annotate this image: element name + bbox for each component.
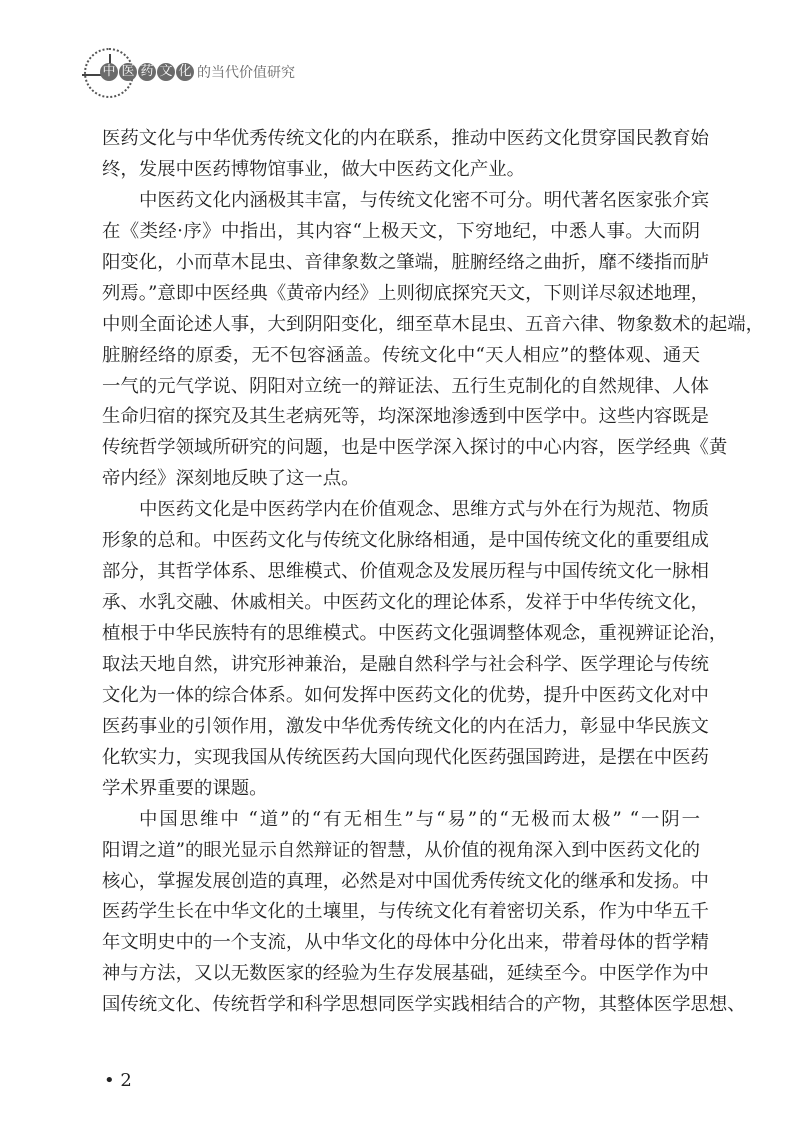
body-text bbox=[102, 124, 765, 1021]
text-line: 神与方法，又以无数医家的经验为生存发展基础，延续至今。中医学作为中 bbox=[102, 963, 709, 985]
text-line: 形象的总和。中医药文化与传统文化脉络相通，是中国传统文化的重要组成 bbox=[102, 530, 709, 552]
text-line: 生命归宿的探究及其生老病死等，均深深地渗透到中医学中。这些内容既是 bbox=[102, 406, 709, 428]
text-line: 中则全面论述人事，大到阴阳变化，细至草木昆虫、五音六律、物象数术的起端， bbox=[102, 313, 765, 335]
paragraph bbox=[102, 124, 709, 186]
text-line: 传统哲学领域所研究的问题，也是中医学深入探讨的中心内容，医学经典《黄 bbox=[102, 437, 728, 459]
paragraph bbox=[102, 186, 765, 495]
text-line: 一气的元气学说、阴阳对立统一的辩证法、五行生克制化的自然规律、人体 bbox=[102, 375, 709, 397]
running-header bbox=[84, 48, 384, 98]
text-line: 中国思维中 “道”的“有无相生”与“易”的“无极而太极” “一阴一 bbox=[139, 808, 700, 830]
text-line: 化软实力，实现我国从传统医药大国向现代化医药强国跨进，是摆在中医药 bbox=[102, 746, 709, 768]
title-char: 中 bbox=[100, 63, 118, 81]
text-line: 阳变化，小而草木昆虫、音律象数之肇端，脏腑经络之曲折，靡不缕指而胪 bbox=[102, 251, 709, 273]
text-line: 列焉。”意即中医经典《黄帝内经》上则彻底探究天文，下则详尽叙述地理， bbox=[102, 282, 710, 304]
text-line: 承、水乳交融、休戚相关。中医药文化的理论体系，发祥于中华传统文化， bbox=[102, 592, 709, 614]
text-line: 医药事业的引领作用，激发中华优秀传统文化的内在活力，彰显中华民族文 bbox=[102, 715, 709, 737]
book-title bbox=[100, 62, 295, 82]
text-line: 在《类经·序》中指出，其内容“上极天文，下穷地纪，中悉人事。大而阴 bbox=[102, 220, 700, 242]
text-line: 医药文化与中华优秀传统文化的内在联系，推动中医药文化贯穿国民教育始 bbox=[102, 128, 709, 149]
title-char: 化 bbox=[176, 63, 194, 81]
text-line: 植根于中华民族特有的思维模式。中医药文化强调整体观念，重视辨证论治， bbox=[102, 623, 728, 644]
text-line: 脏腑经络的原委，无不包容涵盖。传统文化中“天人相应”的整体观、通天 bbox=[102, 344, 700, 366]
title-char: 药 bbox=[138, 63, 156, 81]
page-number: • 2 bbox=[104, 1070, 132, 1091]
text-line: 取法天地自然，讲究形神兼治，是融自然科学与社会科学、医学理论与传统 bbox=[102, 653, 709, 675]
title-rest: 的当代价值研究 bbox=[197, 65, 295, 81]
text-line: 文化为一体的综合体系。如何发挥中医药文化的优势，提升中医药文化对中 bbox=[102, 684, 709, 706]
text-line: 国传统文化、传统哲学和科学思想同医学实践相结合的产物，其整体医学思想、 bbox=[102, 994, 746, 1016]
text-line: 帝内经》深刻地反映了这一点。 bbox=[102, 468, 360, 490]
paragraph bbox=[102, 805, 746, 1022]
text-line: 核心，掌握发展创造的真理，必然是对中国优秀传统文化的继承和发扬。中 bbox=[102, 870, 709, 892]
text-line: 阳谓之道”的眼光显示自然辩证的智慧，从价值的视角深入到中医药文化的 bbox=[102, 839, 700, 861]
text-line: 部分，其哲学体系、思维模式、价值观念及发展历程与中国传统文化一脉相 bbox=[102, 561, 709, 583]
text-line: 学术界重要的课题。 bbox=[102, 777, 268, 799]
text-line: 中医药文化内涵极其丰富，与传统文化密不可分。明代著名医家张介宾 bbox=[139, 189, 710, 211]
paragraph bbox=[102, 495, 728, 804]
title-char: 医 bbox=[119, 63, 137, 81]
text-line: 年文明史中的一个支流，从中华文化的母体中分化出来，带着母体的哲学精 bbox=[102, 932, 709, 954]
title-char: 文 bbox=[157, 63, 175, 81]
text-line: 医药学生长在中华文化的土壤里，与传统文化有着密切关系，作为中华五千 bbox=[102, 901, 709, 923]
text-line: 中医药文化是中医药学内在价值观念、思维方式与外在行为规范、物质 bbox=[139, 499, 710, 521]
text-line: 终，发展中医药博物馆事业，做大中医药文化产业。 bbox=[102, 158, 525, 180]
